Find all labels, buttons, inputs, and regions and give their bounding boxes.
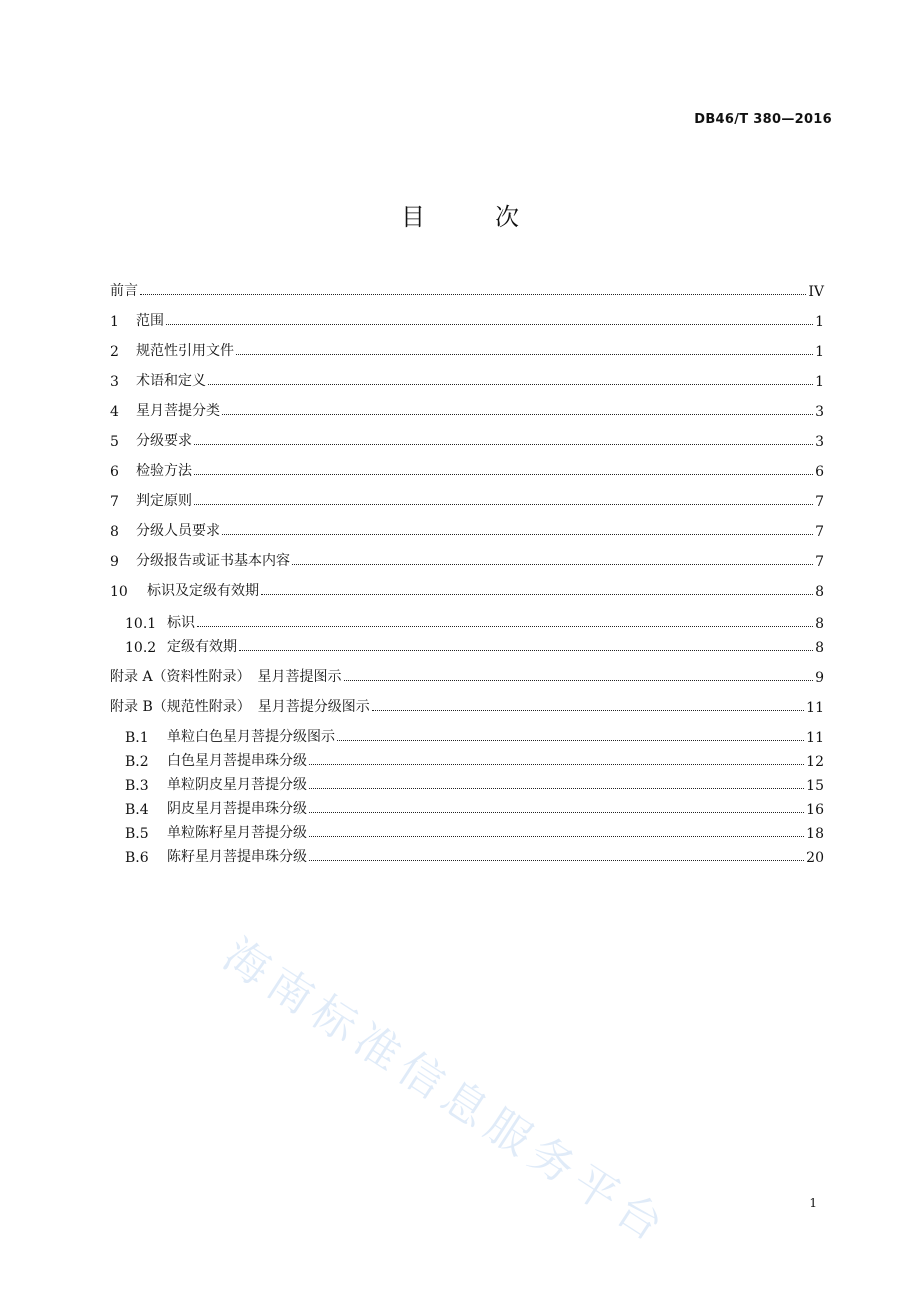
toc-entry-label: 定级有效期 [167, 639, 237, 655]
toc-entry-label: 星月菩提分类 [136, 403, 220, 419]
toc-leader-dots [194, 504, 813, 505]
toc-leader-dots [194, 474, 813, 475]
toc-entry-label: 阴皮星月菩提串珠分级 [167, 801, 307, 817]
toc-entry-label: 范围 [136, 313, 164, 329]
toc-entry[interactable] [110, 610, 824, 632]
toc-entry-number: 6 [110, 464, 119, 480]
toc-entry-page: 11 [806, 700, 824, 716]
toc-leader-dots [292, 564, 813, 565]
toc-entry[interactable] [110, 488, 824, 510]
toc-entry-page: 12 [806, 754, 824, 770]
toc-entry-number: B.4 [125, 802, 149, 818]
toc-entry-number: 1 [110, 314, 119, 330]
toc-entry-number: 10.2 [125, 640, 157, 656]
toc-entry-label: 单粒白色星月菩提分级图示 [167, 729, 335, 745]
toc-entry-page: 1 [815, 374, 824, 390]
toc-entry-label: 单粒阴皮星月菩提分级 [167, 777, 307, 793]
toc-entry-page: 1 [815, 344, 824, 360]
toc-entry-number: 2 [110, 344, 119, 360]
page-title [0, 200, 920, 234]
toc-leader-dots [261, 594, 813, 595]
toc-entry-page: 9 [815, 670, 824, 686]
toc-entry-number: B.5 [125, 826, 149, 842]
toc-entry-page: IV [808, 284, 824, 300]
toc-entry-page: 8 [815, 616, 824, 632]
toc-entry[interactable] [110, 844, 824, 866]
toc-entry[interactable] [110, 458, 824, 480]
toc-entry-page: 3 [815, 434, 824, 450]
toc-entry-label: 标识及定级有效期 [147, 583, 259, 599]
toc-entry-label: 术语和定义 [136, 373, 206, 389]
toc-entry-page: 1 [815, 314, 824, 330]
watermark: 海南标准信息服务平台 [214, 929, 679, 1256]
toc-entry-number: B.3 [125, 778, 149, 794]
toc-entry-page: 20 [806, 850, 824, 866]
toc-entry-page: 3 [815, 404, 824, 420]
toc-leader-dots [236, 354, 813, 355]
toc-entry-number: 5 [110, 434, 119, 450]
toc-entry-label: 分级人员要求 [136, 523, 220, 539]
toc-entry[interactable] [110, 308, 824, 330]
toc-leader-dots [309, 836, 804, 837]
toc-leader-dots [309, 764, 804, 765]
toc-entry-number: 7 [110, 494, 119, 510]
title-char-1: 目 [401, 203, 425, 231]
toc-entry-label: 分级要求 [136, 433, 192, 449]
toc-entry-page: 8 [815, 584, 824, 600]
toc-entry-page: 11 [806, 730, 824, 746]
toc-entry-number: B.1 [125, 730, 149, 746]
toc-entry-number: 10 [110, 584, 128, 600]
toc-entry[interactable] [110, 796, 824, 818]
toc-entry-label: 附录 A（资料性附录） 星月菩提图示 [110, 669, 342, 685]
toc-entry[interactable] [110, 634, 824, 656]
toc-entry-label: 陈籽星月菩提串珠分级 [167, 849, 307, 865]
toc-entry-page: 8 [815, 640, 824, 656]
toc-entry[interactable] [110, 664, 824, 686]
toc-entry-page: 18 [806, 826, 824, 842]
toc-entry-page: 15 [806, 778, 824, 794]
toc-entry-label: 规范性引用文件 [136, 343, 234, 359]
toc-entry-number: 10.1 [125, 616, 157, 632]
toc-entry[interactable] [110, 428, 824, 450]
toc-entry-label: 白色星月菩提串珠分级 [167, 753, 307, 769]
toc-leader-dots [239, 650, 813, 651]
toc-entry-label: 判定原则 [136, 493, 192, 509]
toc-leader-dots [372, 710, 804, 711]
toc-entry-number: 3 [110, 374, 119, 390]
toc-entry[interactable] [110, 772, 824, 794]
toc-entry[interactable] [110, 548, 824, 570]
toc-entry-page: 7 [815, 494, 824, 510]
page-number: 1 [809, 1196, 817, 1210]
toc-entry-label: 附录 B（规范性附录） 星月菩提分级图示 [110, 699, 370, 715]
toc-entry-label: 检验方法 [136, 463, 192, 479]
toc-leader-dots [222, 534, 813, 535]
toc-leader-dots [344, 680, 814, 681]
toc-entry-number: 4 [110, 404, 119, 420]
toc-entry-label: 前言 [110, 283, 138, 299]
toc-leader-dots [197, 626, 813, 627]
toc-entry-label: 标识 [167, 615, 195, 631]
toc-entry[interactable] [110, 518, 824, 540]
toc-leader-dots [309, 812, 804, 813]
toc-leader-dots [222, 414, 813, 415]
standard-code: DB46/T 380—2016 [694, 112, 832, 127]
toc-entry-page: 7 [815, 554, 824, 570]
toc-entry-number: B.6 [125, 850, 149, 866]
toc-entry-label: 单粒陈籽星月菩提分级 [167, 825, 307, 841]
toc-entry-number: 9 [110, 554, 119, 570]
toc-entry-page: 6 [815, 464, 824, 480]
toc-entry[interactable] [110, 338, 824, 360]
title-char-2: 次 [495, 203, 519, 231]
toc-entry[interactable] [110, 820, 824, 842]
toc-entry-label: 分级报告或证书基本内容 [136, 553, 290, 569]
toc-entry[interactable] [110, 398, 824, 420]
toc-entry[interactable] [110, 368, 824, 390]
toc-entry[interactable] [110, 578, 824, 600]
toc-leader-dots [309, 788, 804, 789]
toc-entry-page: 16 [806, 802, 824, 818]
toc-leader-dots [337, 740, 804, 741]
toc-entry[interactable] [110, 748, 824, 770]
toc-entry-number: B.2 [125, 754, 149, 770]
toc-leader-dots [140, 294, 806, 295]
toc-entry[interactable] [110, 724, 824, 746]
toc-entry[interactable] [110, 278, 824, 300]
toc-leader-dots [208, 384, 813, 385]
toc-entry-number: 8 [110, 524, 119, 540]
toc-leader-dots [166, 324, 813, 325]
toc-entry-page: 7 [815, 524, 824, 540]
toc-entry[interactable] [110, 694, 824, 716]
toc-leader-dots [309, 860, 804, 861]
toc-leader-dots [194, 444, 813, 445]
